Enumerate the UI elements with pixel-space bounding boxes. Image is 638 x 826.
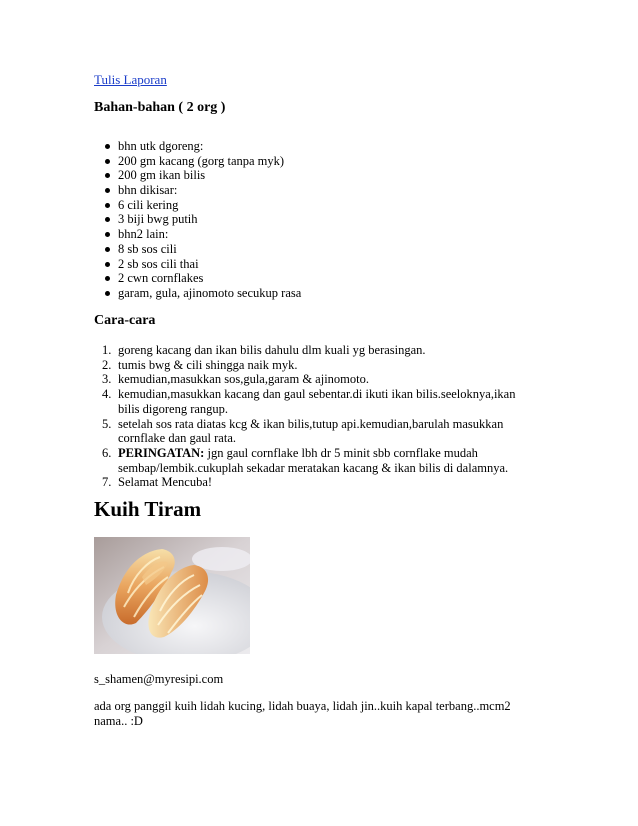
warning-label: PERINGATAN: [118,445,205,460]
ingredients-list [94,139,301,301]
fried-pastry-photo [94,537,250,654]
step-item [94,343,524,358]
step-text: jgn gaul cornflake lbh dr 5 minit sbb cornflake mudah sembap/lembik.cukuplah sekadar meratakan kacang & ikan bilis di dalamnya. [118,445,509,475]
step-item [94,387,524,416]
step-text: tumis bwg & cili shingga naik myk. [118,357,298,372]
step-number: 5. [102,416,112,431]
list-item: 2 sb sos cili thai [94,257,301,272]
step-text: kemudian,masukkan sos,gula,garam & ajinomoto. [118,372,369,387]
step-number: 7. [102,475,112,490]
step-number: 4. [102,387,112,402]
step-item [94,358,524,373]
list-item: 6 cili kering [94,198,301,213]
list-item: bhn utk dgoreng: [94,139,301,154]
step-number: 1. [102,343,112,357]
list-item: 200 gm ikan bilis [94,168,301,183]
step-text: kemudian,masukkan kacang dan gaul sebentar.di ikuti ikan bilis.seeloknya,ikan bilis digoreng rangup. [118,387,516,416]
kuih-tiram-title: Kuih Tiram [94,497,202,521]
list-item: 8 sb sos cili [94,242,301,257]
step-item [94,372,524,387]
step-number: 3. [102,372,112,387]
list-item: 3 biji bwg putih [94,212,301,227]
step-item [94,446,524,475]
step-number: 2. [102,357,112,372]
step-text: goreng kacang dan ikan bilis dahulu dlm kuali yg berasingan. [118,343,426,357]
list-item: bhn2 lain: [94,227,301,242]
list-item: 200 gm kacang (gorg tanpa myk) [94,154,301,169]
list-item: 2 cwn cornflakes [94,271,301,286]
author-email: s_shamen@myresipi.com [94,672,224,686]
step-number: 6. [102,445,112,460]
step-text: setelah sos rata diatas kcg & ikan bilis,tutup api.kemudian,barulah masukkan cornflake dan gaul rata. [118,416,504,446]
list-item: bhn dikisar: [94,183,301,198]
recipe-description: ada org panggil kuih lidah kucing, lidah buaya, lidah jin..kuih kapal terbang..mcm2 nama.. :D [94,699,511,728]
step-text: Selamat Mencuba! [118,475,213,490]
step-item [94,475,524,490]
step-item [94,417,524,446]
ingredients-heading: Bahan-bahan ( 2 org ) [94,100,226,115]
method-heading: Cara-cara [94,313,156,328]
tulis-laporan-link[interactable]: Tulis Laporan [94,72,167,87]
list-item: garam, gula, ajinomoto secukup rasa [94,286,301,301]
method-steps-list [94,343,524,490]
